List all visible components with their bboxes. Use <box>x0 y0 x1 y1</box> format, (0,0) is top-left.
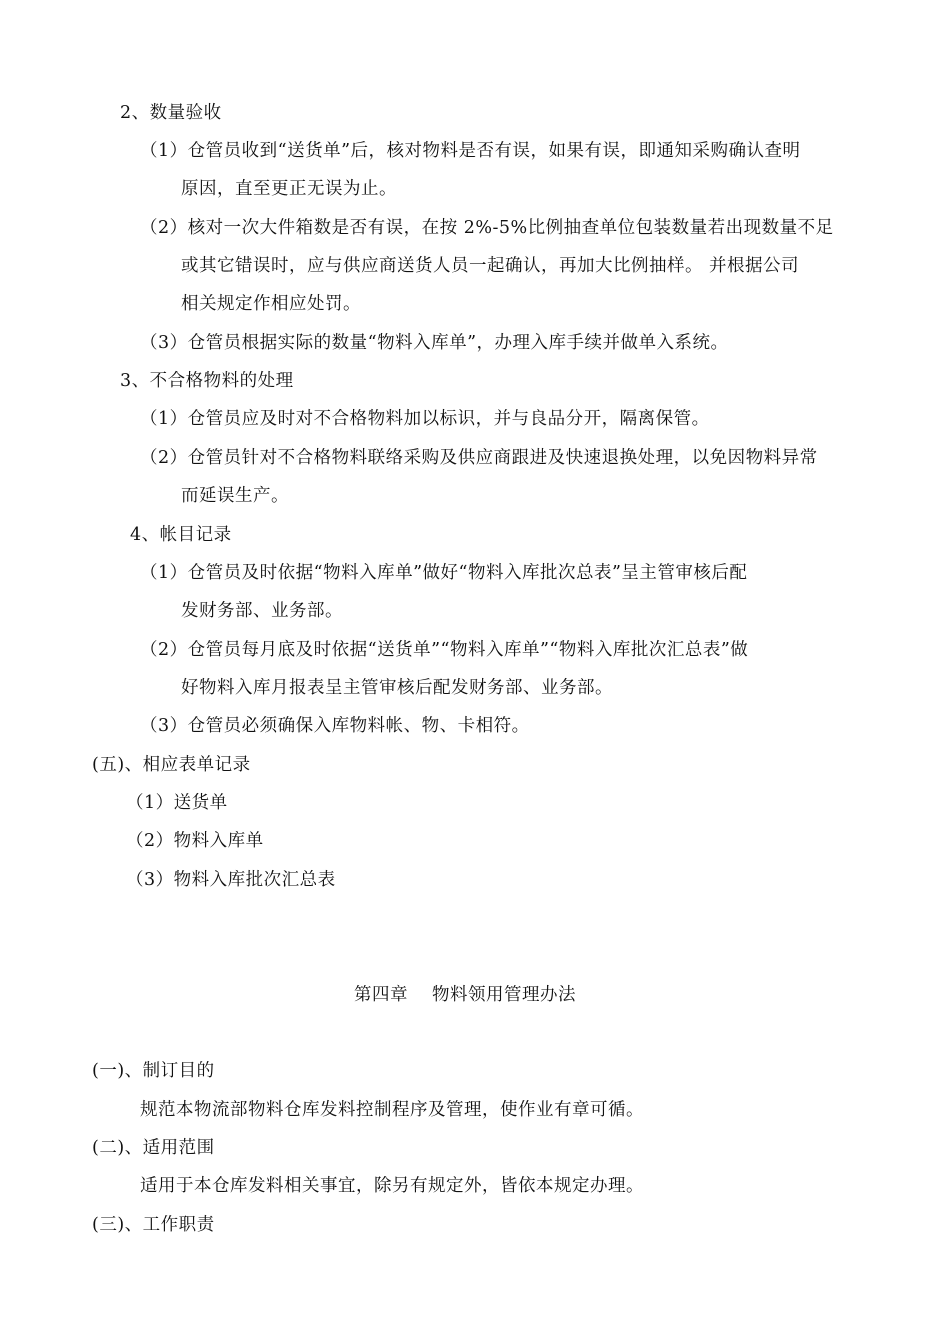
list-item: （1）送货单 <box>126 793 228 813</box>
section-heading: 3、不合格物料的处理 <box>120 371 294 391</box>
section-heading: 2、数量验收 <box>120 103 222 123</box>
paragraph-line: 或其它错误时，应与供应商送货人员一起确认，再加大比例抽样。 并根据公司 <box>181 256 800 276</box>
paragraph-line: （3）仓管员根据实际的数量“物料入库单”，办理入库手续并做单入系统。 <box>140 333 729 353</box>
paragraph-line: 好物料入库月报表呈主管审核后配发财务部、业务部。 <box>181 678 613 698</box>
paragraph-line: （2）核对一次大件箱数是否有误，在按 2%-5%比例抽查单位包装数量若出现数量不足 <box>140 218 834 238</box>
section-heading: (一)、制订目的 <box>92 1061 215 1081</box>
paragraph-line: （2）仓管员每月底及时依据“送货单”“物料入库单”“物料入库批次汇总表”做 <box>140 640 749 660</box>
paragraph-line: 规范本物流部物料仓库发料控制程序及管理，使作业有章可循。 <box>140 1100 644 1120</box>
paragraph-line: 相关规定作相应处罚。 <box>181 294 361 314</box>
section-heading: 4、帐目记录 <box>130 525 232 545</box>
section-heading: (二)、适用范围 <box>92 1138 215 1158</box>
paragraph-line: （1）仓管员及时依据“物料入库单”做好“物料入库批次总表”呈主管审核后配 <box>140 563 748 583</box>
paragraph-line: （2）仓管员针对不合格物料联络采购及供应商跟进及快速退换处理，以免因物料异常 <box>140 448 818 468</box>
list-item: （3）物料入库批次汇总表 <box>126 870 336 890</box>
paragraph-line: （3）仓管员必须确保入库物料帐、物、卡相符。 <box>140 716 530 736</box>
paragraph-line: 发财务部、业务部。 <box>181 601 343 621</box>
section-heading: (三)、工作职责 <box>92 1215 215 1235</box>
paragraph-line: 原因，直至更正无误为止。 <box>181 179 397 199</box>
chapter-title: 第四章 物料领用管理办法 <box>354 985 577 1005</box>
paragraph-line: 适用于本仓库发料相关事宜，除另有规定外，皆依本规定办理。 <box>140 1176 644 1196</box>
paragraph-line: （1）仓管员应及时对不合格物料加以标识，并与良品分开，隔离保管。 <box>140 409 710 429</box>
paragraph-line: 而延误生产。 <box>181 486 289 506</box>
list-item: （2）物料入库单 <box>126 831 264 851</box>
section-heading: (五)、相应表单记录 <box>92 755 251 775</box>
paragraph-line: （1）仓管员收到“送货单”后，核对物料是否有误，如果有误，即通知采购确认查明 <box>140 141 801 161</box>
